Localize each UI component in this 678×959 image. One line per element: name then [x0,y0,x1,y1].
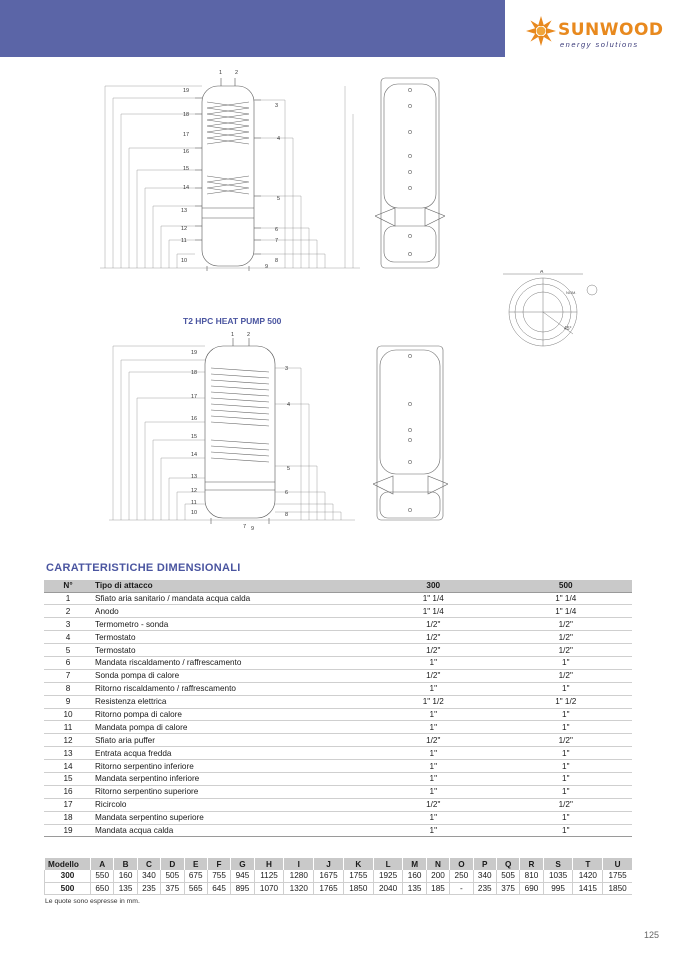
svg-text:3: 3 [275,103,279,109]
svg-text:17: 17 [191,394,198,400]
row-dim-value: 1035 [543,870,573,882]
row-value-300: 1/2" [367,618,500,631]
row-value-300: 1" [367,682,500,695]
col-header-dim: T [573,858,603,870]
svg-text:6: 6 [275,227,279,233]
row-dim-value: 1850 [603,882,632,894]
row-dim-value: 895 [231,882,254,894]
col-header-dim: U [603,858,632,870]
row-number: 6 [44,656,92,669]
svg-text:16: 16 [191,416,198,422]
row-value-500: 1" [500,708,633,721]
row-dim-value: 235 [473,882,496,894]
row-value-300: 1/2" [367,631,500,644]
svg-text:18: 18 [191,370,198,376]
row-value-300: 1" [367,760,500,773]
row-value-500: 1/2" [500,631,633,644]
row-value-500: 1/2" [500,644,633,657]
col-header-dim: N [426,858,449,870]
svg-text:19: 19 [191,350,198,356]
svg-text:14: 14 [191,452,198,458]
row-dim-value: 1125 [254,870,284,882]
col-header-dim: B [114,858,137,870]
row-dim-value: 375 [161,882,184,894]
row-value-300: 1" 1/2 [367,695,500,708]
row-value-500: 1/2" [500,618,633,631]
row-type: Termometro - sonda [92,618,367,631]
table-row [44,785,632,798]
svg-text:NOM.: NOM. [566,290,577,295]
row-number: 14 [44,760,92,773]
col-header-dim: K [343,858,373,870]
table-row [44,695,632,708]
svg-text:2: 2 [247,332,251,338]
brand-name-text: SUNWOOD [558,20,664,40]
svg-text:9: 9 [251,526,255,532]
table-row [44,734,632,747]
row-value-300: 1" [367,772,500,785]
svg-text:8: 8 [285,512,289,518]
row-dim-value: 1850 [343,882,373,894]
svg-text:10: 10 [191,510,198,516]
diagram-subtitle-500: T2 HPC HEAT PUMP 500 [183,316,282,326]
svg-text:12: 12 [191,488,198,494]
row-value-500: 1" [500,747,633,760]
row-dim-value: 505 [161,870,184,882]
row-value-500: 1" [500,772,633,785]
row-type: Ricircolo [92,798,367,811]
footnote: Le quote sono espresse in mm. [45,898,140,905]
row-dim-value: 160 [403,870,426,882]
row-dim-value: 160 [114,870,137,882]
svg-text:19: 19 [183,88,190,94]
col-header-dim: I [284,858,314,870]
row-value-500: 1" [500,760,633,773]
row-dim-value: 250 [450,870,473,882]
row-type: Ritorno riscaldamento / raffrescamento [92,682,367,695]
header-band [0,0,505,57]
col-header-dim: C [137,858,160,870]
row-dim-value: 135 [403,882,426,894]
col-header-dim: M [403,858,426,870]
row-type: Sfiato aria puffer [92,734,367,747]
row-number: 18 [44,811,92,824]
row-number: 11 [44,721,92,734]
svg-text:4: 4 [277,136,281,142]
row-value-300: 1/2" [367,644,500,657]
row-dim-value: 1070 [254,882,284,894]
table-row [44,798,632,811]
row-dim-value: 755 [207,870,230,882]
row-value-500: 1" [500,785,633,798]
row-value-500: 1/2" [500,798,633,811]
col-header-dim: O [450,858,473,870]
row-dim-value: 235 [137,882,160,894]
svg-text:18: 18 [183,112,190,118]
row-type: Ritorno serpentino superiore [92,785,367,798]
col-header-dim: P [473,858,496,870]
row-value-300: 1" [367,708,500,721]
row-value-300: 1" [367,785,500,798]
svg-text:12: 12 [181,226,188,232]
row-value-500: 1" 1/2 [500,695,633,708]
svg-text:3: 3 [285,366,289,372]
svg-text:2: 2 [235,70,239,76]
row-value-500: 1" [500,824,633,837]
row-dim-value: 690 [520,882,543,894]
table-row [44,618,632,631]
row-dim-value: 375 [496,882,519,894]
row-dim-value: 340 [473,870,496,882]
row-type: Mandata serpentino superiore [92,811,367,824]
row-dim-value: 995 [543,882,573,894]
row-model: 500 [45,882,91,894]
col-header-dim: D [161,858,184,870]
row-dim-value: 505 [496,870,519,882]
row-number: 1 [44,592,92,605]
brand-logo [526,14,666,48]
section-title: CARATTERISTICHE DIMENSIONALI [46,562,241,574]
row-type: Termostato [92,644,367,657]
dimensions-table [44,858,632,895]
table-row [45,870,633,882]
table-row [44,824,632,837]
row-dim-value: 340 [137,870,160,882]
svg-text:5: 5 [287,466,291,472]
row-number: 15 [44,772,92,785]
svg-text:15: 15 [191,434,198,440]
svg-text:4: 4 [287,402,291,408]
svg-text:13: 13 [191,474,198,480]
col-header-number: N° [44,580,92,592]
row-dim-value: 810 [520,870,543,882]
col-header-dim: H [254,858,284,870]
col-header-dim: Q [496,858,519,870]
col-header-type: Tipo di attacco [92,580,367,592]
row-type: Termostato [92,631,367,644]
row-type: Anodo [92,605,367,618]
col-header-dim: F [207,858,230,870]
row-dim-value: 650 [91,882,114,894]
row-type: Resistenza elettrica [92,695,367,708]
table-row [44,747,632,760]
svg-text:6: 6 [285,490,289,496]
row-number: 17 [44,798,92,811]
row-value-500: 1" 1/4 [500,592,633,605]
row-value-300: 1" 1/4 [367,605,500,618]
row-value-300: 1" 1/4 [367,592,500,605]
table-row [44,682,632,695]
col-header-dim: L [373,858,403,870]
row-dim-value: 550 [91,870,114,882]
row-model: 300 [45,870,91,882]
col-header-dim: G [231,858,254,870]
row-type: Entrata acqua fredda [92,747,367,760]
table-row [44,592,632,605]
svg-text:A: A [540,270,544,275]
row-dim-value: 675 [184,870,207,882]
row-type: Mandata serpentino inferiore [92,772,367,785]
col-header-300: 300 [367,580,500,592]
table-row [44,760,632,773]
row-dim-value: 1925 [373,870,403,882]
row-number: 10 [44,708,92,721]
row-type: Sonda pompa di calore [92,669,367,682]
row-value-500: 1" [500,682,633,695]
external-view-300 [375,76,445,271]
svg-text:17: 17 [183,132,190,138]
row-dim-value: - [450,882,473,894]
col-header-model: Modello [45,858,91,870]
row-number: 2 [44,605,92,618]
svg-text:8: 8 [275,258,279,264]
row-value-300: 1/2" [367,798,500,811]
svg-text:10: 10 [181,258,188,264]
row-number: 19 [44,824,92,837]
row-value-300: 1/2" [367,669,500,682]
section-drawing-500 [105,332,360,532]
table-row [44,811,632,824]
row-type: Ritorno pompa di calore [92,708,367,721]
section-drawing-300 [95,58,365,273]
row-dim-value: 1420 [573,870,603,882]
brand-name [558,20,664,40]
row-value-300: 1" [367,721,500,734]
page-number: 125 [644,930,660,940]
svg-text:1: 1 [231,332,235,338]
row-type: Ritorno serpentino inferiore [92,760,367,773]
table-row [44,656,632,669]
row-number: 7 [44,669,92,682]
svg-text:14: 14 [183,185,190,191]
row-value-300: 1" [367,811,500,824]
row-dim-value: 645 [207,882,230,894]
row-value-500: 1/2" [500,734,633,747]
row-dim-value: 1675 [314,870,344,882]
svg-text:13: 13 [181,208,188,214]
row-number: 12 [44,734,92,747]
row-value-500: 1" [500,811,633,824]
col-header-dim: S [543,858,573,870]
svg-text:16: 16 [183,149,190,155]
svg-text:7: 7 [243,524,247,530]
dimensions-table-header [45,858,633,870]
col-header-dim: E [184,858,207,870]
svg-text:9: 9 [265,264,269,270]
row-dim-value: 1280 [284,870,314,882]
svg-text:15: 15 [183,166,190,172]
svg-text:7: 7 [275,238,279,244]
row-dim-value: 185 [426,882,449,894]
table-row [44,631,632,644]
row-dim-value: 1320 [284,882,314,894]
row-type: Mandata pompa di calore [92,721,367,734]
row-dim-value: 2040 [373,882,403,894]
row-dim-value: 135 [114,882,137,894]
row-dim-value: 1755 [343,870,373,882]
row-value-300: 1" [367,656,500,669]
row-number: 4 [44,631,92,644]
col-header-500: 500 [500,580,633,592]
table-row [44,644,632,657]
row-dim-value: 945 [231,870,254,882]
row-number: 3 [44,618,92,631]
row-dim-value: 1765 [314,882,344,894]
svg-text:1: 1 [219,70,223,76]
svg-text:11: 11 [181,238,187,244]
row-dim-value: 565 [184,882,207,894]
row-type: Sfiato aria sanitario / mandata acqua calda [92,592,367,605]
table-row [44,708,632,721]
row-dim-value: 200 [426,870,449,882]
row-number: 5 [44,644,92,657]
row-number: 16 [44,785,92,798]
row-number: 9 [44,695,92,708]
svg-text:5: 5 [277,196,281,202]
table-row [45,882,633,894]
table-row [44,721,632,734]
row-number: 8 [44,682,92,695]
top-view-drawing [488,270,618,350]
row-value-500: 1" [500,656,633,669]
row-value-300: 1" [367,824,500,837]
row-value-300: 1" [367,747,500,760]
col-header-dim: J [314,858,344,870]
connections-table [44,580,632,837]
col-header-dim: R [520,858,543,870]
sun-icon [526,14,556,48]
row-type: Mandata acqua calda [92,824,367,837]
table-row [44,669,632,682]
brand-tagline: energy solutions [560,40,639,49]
angle-label: 45° [564,326,572,332]
row-value-300: 1/2" [367,734,500,747]
row-value-500: 1/2" [500,669,633,682]
row-type: Mandata riscaldamento / raffrescamento [92,656,367,669]
row-number: 13 [44,747,92,760]
connections-table-header [44,580,632,592]
row-value-500: 1" [500,721,633,734]
col-header-dim: A [91,858,114,870]
table-row [44,605,632,618]
row-dim-value: 1415 [573,882,603,894]
row-dim-value: 1755 [603,870,632,882]
external-view-500 [373,344,448,524]
table-row [44,772,632,785]
svg-text:11: 11 [191,500,197,506]
row-value-500: 1" 1/4 [500,605,633,618]
